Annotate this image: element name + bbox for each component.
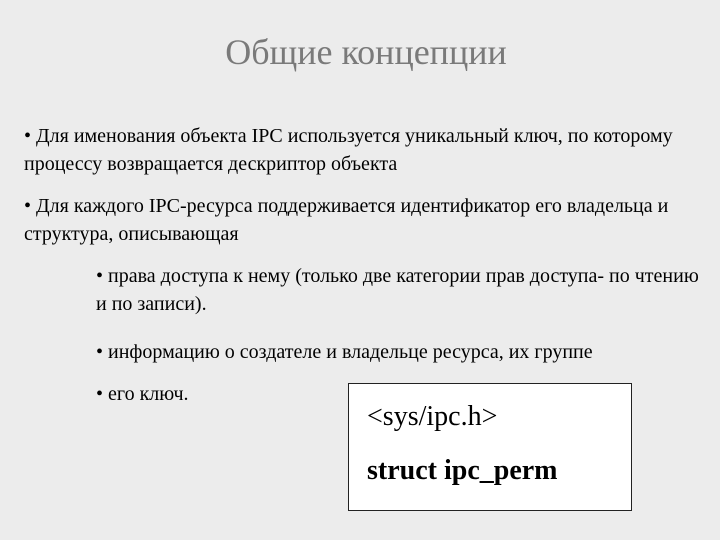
- slide-title: Общие концепции: [225, 32, 507, 72]
- sub-bullet-access-rights: • права доступа к нему (только две категории прав доступа- по чтению и по записи).: [96, 265, 699, 315]
- struct-name: struct ipc_perm: [367, 455, 558, 486]
- header-file-name: <sys/ipc.h>: [367, 401, 498, 432]
- sub-bullet-key: • его ключ.: [96, 383, 189, 405]
- code-box: [348, 383, 632, 511]
- bullet-ipc-owner: • Для каждого IPC-ресурса поддерживается идентификатор его владельца и структура, описывающая: [24, 195, 669, 245]
- bullet-ipc-key: • Для именования объекта IPC используется уникальный ключ, по которому процессу возвращается дескриптор объекта: [24, 125, 673, 175]
- sub-bullet-creator-info: • информацию о создателе и владельце ресурса, их группе: [96, 341, 593, 363]
